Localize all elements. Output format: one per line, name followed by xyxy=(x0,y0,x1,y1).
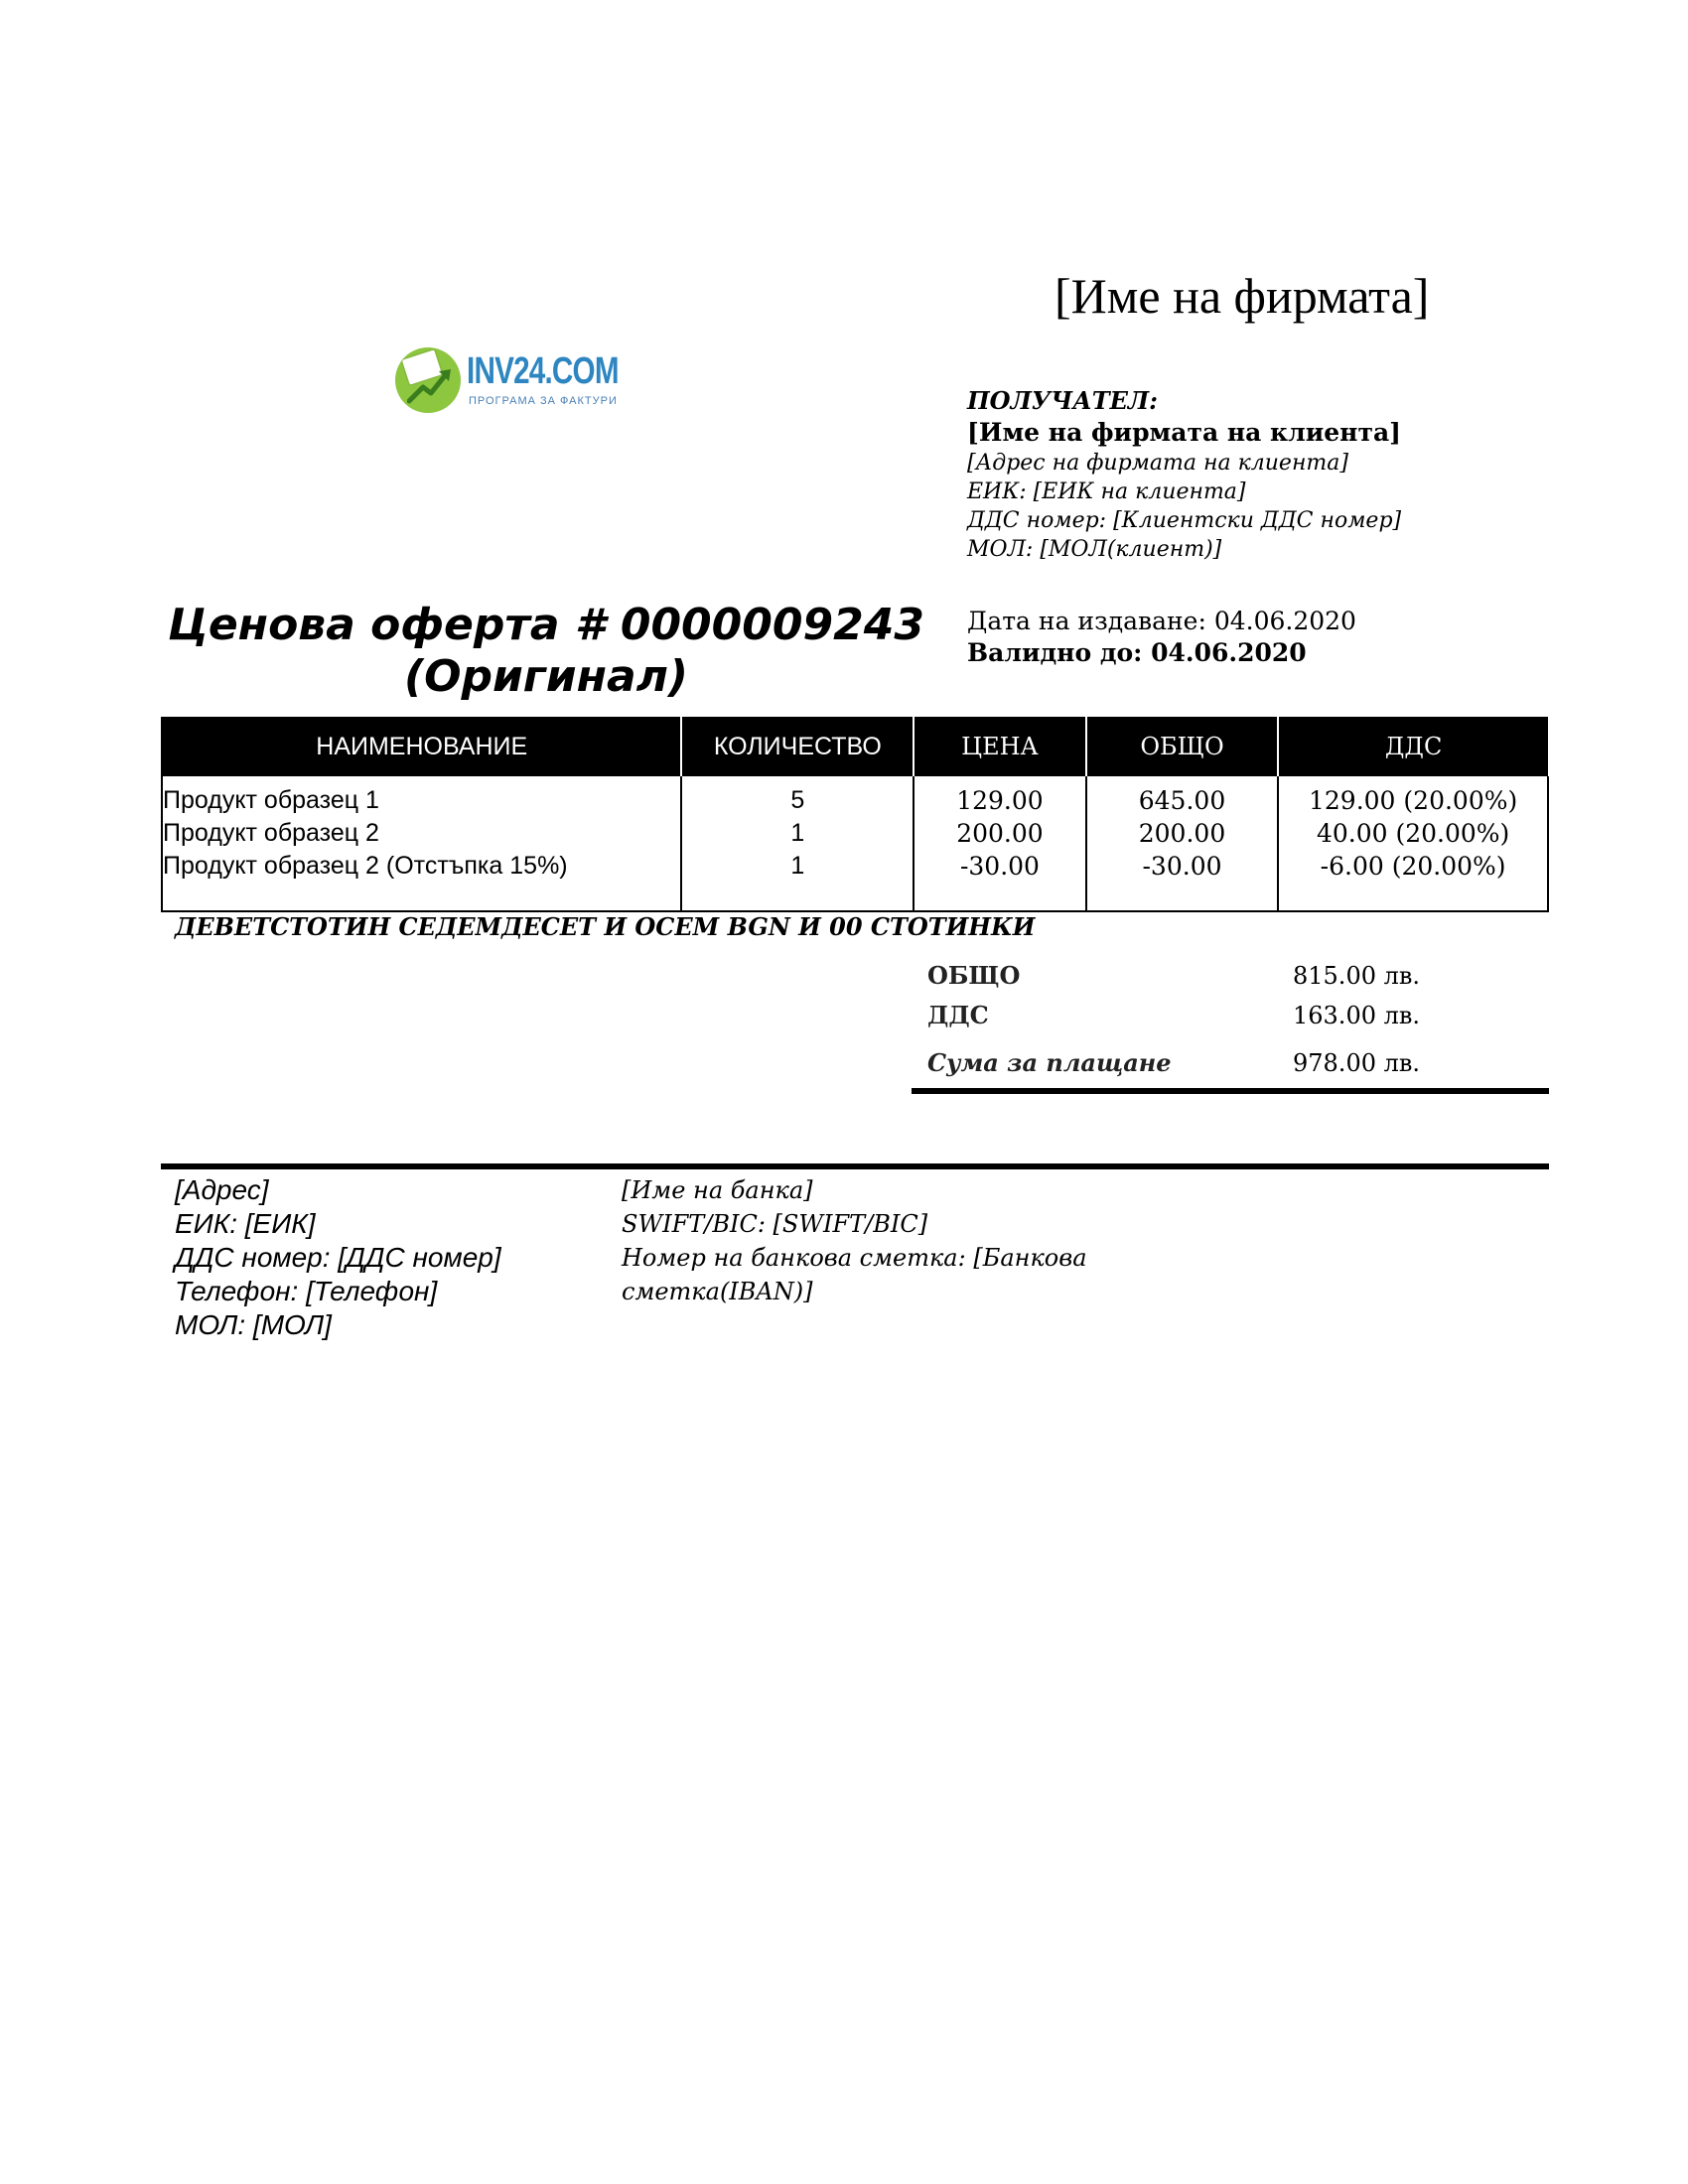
amount-in-words: ДЕВЕТСТОТИН СЕДЕМДЕСЕТ И ОСЕМ BGN И 00 СТОТИНКИ xyxy=(175,912,1036,941)
names-cell xyxy=(162,776,681,911)
table-header-row xyxy=(162,717,1548,776)
table-row xyxy=(162,776,1548,911)
footer-company-info xyxy=(175,1173,501,1342)
document-title xyxy=(149,600,943,703)
subtotal-row xyxy=(927,959,1549,999)
logo-tagline: ПРОГРАМА ЗА ФАКТУРИ xyxy=(469,395,618,407)
footer-eik: ЕИК: [ЕИК] xyxy=(175,1208,316,1239)
item-vat: -6.00 (20.00%) xyxy=(1320,852,1506,881)
item-name: Продукт образец 2 xyxy=(163,819,379,847)
header-quantity: КОЛИЧЕСТВО xyxy=(681,717,914,776)
amount-due-value: 978.00 лв. xyxy=(1293,1049,1420,1077)
recipient-address: [Адрес на фирмата на клиента] xyxy=(967,451,1348,476)
price-cell xyxy=(914,776,1086,911)
amount-due-row xyxy=(927,1046,1549,1086)
item-total: 645.00 xyxy=(1138,786,1226,815)
item-total: 200.00 xyxy=(1138,819,1226,848)
item-price: -30.00 xyxy=(959,852,1040,881)
item-quantity: 1 xyxy=(790,852,805,880)
subtotal-label: ОБЩО xyxy=(927,961,1021,990)
item-quantity: 5 xyxy=(790,786,805,814)
item-name: Продукт образец 2 (Отстъпка 15%) xyxy=(163,852,568,880)
footer-vat-number: ДДС номер: [ДДС номер] xyxy=(175,1242,501,1273)
logo xyxy=(395,347,619,419)
document-title-original: (Оригинал) xyxy=(403,651,689,702)
item-quantity: 1 xyxy=(790,819,805,847)
dates-block xyxy=(967,606,1356,669)
amount-due-label: Сума за плащане xyxy=(927,1048,1172,1077)
footer-bank-info xyxy=(622,1173,1178,1308)
footer-swift: SWIFT/BIC: [SWIFT/BIC] xyxy=(622,1210,928,1238)
recipient-label: ПОЛУЧАТЕЛ: xyxy=(967,386,1158,415)
items-table xyxy=(161,717,1549,912)
valid-until-date: Валидно до: 04.06.2020 xyxy=(967,638,1307,667)
recipient-name: [Име на фирмата на клиента] xyxy=(967,418,1401,447)
item-name: Продукт образец 1 xyxy=(163,786,379,814)
recipient-mol: МОЛ: [МОЛ(клиент)] xyxy=(967,537,1222,562)
vat-row xyxy=(927,999,1549,1038)
subtotal-value: 815.00 лв. xyxy=(1293,962,1420,990)
recipient-eik: ЕИК: [ЕИК на клиента] xyxy=(967,479,1246,504)
footer-divider xyxy=(161,1163,1549,1169)
document-title-number: Ценова оферта # 0000009243 xyxy=(168,600,924,650)
logo-arrow-icon xyxy=(407,365,453,405)
totals-block xyxy=(927,959,1549,1086)
issue-date: Дата на издаване: 04.06.2020 xyxy=(967,607,1356,635)
footer-account-line1: Номер на банкова сметка: [Банкова xyxy=(622,1244,1087,1272)
item-price: 200.00 xyxy=(956,819,1044,848)
item-vat: 129.00 (20.00%) xyxy=(1308,786,1518,815)
header-vat: ДДС xyxy=(1278,717,1548,776)
header-price: ЦЕНА xyxy=(914,717,1086,776)
footer-mol: МОЛ: [МОЛ] xyxy=(175,1309,332,1340)
footer-address: [Адрес] xyxy=(175,1174,269,1205)
footer-account-line2: сметка(IBAN)] xyxy=(622,1278,813,1305)
header-total: ОБЩО xyxy=(1086,717,1279,776)
vat-label: ДДС xyxy=(927,1001,989,1029)
company-name: [Име на фирмата] xyxy=(1055,268,1430,324)
quantity-cell xyxy=(681,776,914,911)
item-price: 129.00 xyxy=(956,786,1044,815)
recipient-block xyxy=(967,385,1603,564)
vat-cell xyxy=(1278,776,1548,911)
totals-divider xyxy=(912,1088,1549,1094)
logo-text: INV24.COM xyxy=(467,350,619,392)
recipient-vat-number: ДДС номер: [Клиентски ДДС номер] xyxy=(967,508,1402,533)
item-vat: 40.00 (20.00%) xyxy=(1316,819,1510,848)
footer-phone: Телефон: [Телефон] xyxy=(175,1276,438,1306)
footer-bank-name: [Име на банка] xyxy=(622,1176,813,1204)
header-name: НАИМЕНОВАНИЕ xyxy=(162,717,681,776)
vat-value: 163.00 лв. xyxy=(1293,1002,1420,1029)
item-total: -30.00 xyxy=(1142,852,1222,881)
total-cell xyxy=(1086,776,1279,911)
